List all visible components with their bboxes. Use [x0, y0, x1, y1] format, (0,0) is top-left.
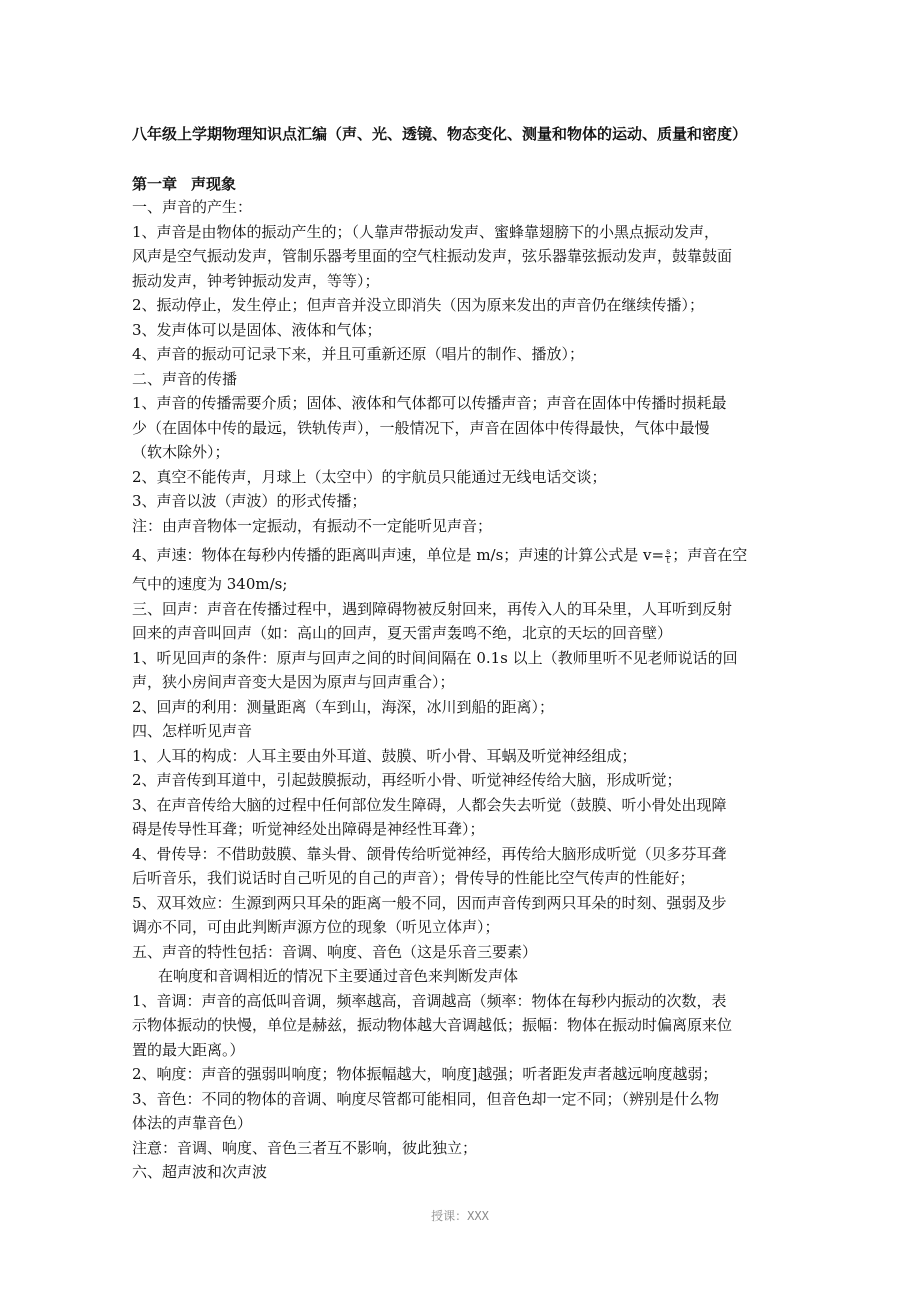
section-block-echo-hearing	[132, 572, 792, 964]
text-line: 2、振动停止，发生停止；但声音并没立即消失（因为原来发出的声音仍在继续传播）；	[132, 296, 705, 314]
text-line: 体法的声靠音色）	[132, 1114, 253, 1132]
text-line: 示物体振动的快慢，单位是赫兹，振动物体越大音调越低；振幅：物体在振动时偏离原来位	[132, 1016, 733, 1034]
text-line: 五、声音的特性包括：音调、响度、音色（这是乐音三要素）	[132, 942, 538, 961]
text-line: 4、声音的振动可记录下来，并且可重新还原（唱片的制作、播放）；	[132, 345, 585, 363]
text-line: 回来的声音叫回声（如：高山的回声，夏天雷声轰鸣不绝，北京的天坛的回音壁）	[132, 624, 673, 642]
text-line: 1、音调：声音的高低叫音调，频率越高，音调越高（频率：物体在每秒内振动的次数，表	[132, 991, 727, 1010]
fraction-denominator: t	[666, 555, 670, 565]
text-line: 碍是传导性耳聋；听觉神经处出障碍是神经性耳聋）；	[132, 820, 485, 838]
document-title: 八年级上学期物理知识点汇编（声、光、透镜、物态变化、测量和物体的运动、质量和密度）	[132, 125, 748, 143]
text-line: 3、声音以波（声波）的形式传播；	[132, 492, 367, 510]
text-line: 2、回声的利用：测量距离（车到山，海深，冰川到船的距离）；	[132, 697, 555, 716]
fraction-numerator: s	[666, 546, 671, 556]
text-line: 2、响度：声音的强弱叫响度；物体振幅越大，响度]越强；听者距发声者越远响度越弱；	[132, 1065, 718, 1083]
text-line: 六、超声波和次声波	[132, 1163, 268, 1181]
text-line: 5、双耳效应：生源到两只耳朵的距离一般不同，因而声音传到两只耳朵的时刻、强弱及步	[132, 893, 727, 912]
text-line: 置的最大距离。）	[132, 1040, 245, 1059]
text-line: 3、在声音传给大脑的过程中任何部位发生障碍，人都会失去听觉（鼓膜、听小骨处出现障	[132, 795, 727, 814]
indented-note: 在响度和音调相近的情况下主要通过音色来判断发声体	[158, 967, 519, 985]
text-line: 少（在固体中传的最远，铁轨传声），一般情况下，声音在固体中传得最快，气体中最慢	[132, 418, 710, 437]
section-block-sound-characteristics	[132, 989, 792, 1185]
chapter-number: 第一章	[132, 175, 178, 193]
text-line: 3、音色：不同的物体的音调、响度尽管都可能相同，但音色却一定不同；（辨别是什么物	[132, 1089, 720, 1108]
text-line: 1、听见回声的条件：原声与回声之间的时间间隔在 0.1s 以上（教师里听不见老师说话的回	[132, 648, 738, 667]
text-line: （软木除外）；	[132, 443, 230, 461]
page-footer: 授课：XXX	[431, 1209, 489, 1223]
text-line: 后听音乐，我们说话时自己听见的自己的声音）；骨传导的性能比空气传声的性能好；	[132, 869, 695, 887]
text-line: 4、骨传导：不借助鼓膜、靠头骨、颌骨传给听觉神经，再传给大脑形成听觉（贝多芬耳聋	[132, 844, 727, 863]
document-body	[132, 195, 792, 1185]
text-line: 3、发声体可以是固体、液体和气体；	[132, 320, 382, 339]
text-line: 二、声音的传播	[132, 369, 238, 388]
sound-speed-text-end: ；声音在空	[672, 546, 748, 564]
text-line: 一、声音的产生：	[132, 198, 253, 216]
text-line: 1、声音的传播需要介质；固体、液体和气体都可以传播声音；声音在固体中传播时损耗最	[132, 394, 727, 412]
text-line: 注：由声音物体一定振动，有振动不一定能听见声音；	[132, 516, 493, 535]
text-line: 1、声音是由物体的振动产生的；（人靠声带振动发声、蜜蜂靠翅膀下的小黑点振动发声，	[132, 222, 720, 241]
text-line: 调亦不同，可由此判断声源方位的现象（听见立体声）；	[132, 918, 500, 936]
text-line: 四、怎样听见声音	[132, 722, 253, 740]
sound-speed-line	[132, 538, 792, 572]
sound-speed-text: 4、声速：物体在每秒内传播的距离叫声速，单位是 m/s；声速的计算公式是 v=	[132, 546, 665, 564]
text-line: 三、回声：声音在传播过程中，遇到障碍物被反射回来，再传入人的耳朵里，人耳听到反射	[132, 599, 733, 618]
text-line: 声，狭小房间声音变大是因为原声与回声重合）；	[132, 673, 455, 691]
text-line: 振动发声，钟考钟振动发声，等等）；	[132, 271, 380, 290]
text-line: 气中的速度为 340m/s;	[132, 575, 288, 593]
text-line: 风声是空气振动发声，管制乐器考里面的空气柱振动发声，弦乐器靠弦振动发声，鼓靠鼓面	[132, 247, 733, 265]
text-line: 2、真空不能传声，月球上（太空中）的宇航员只能通过无线电话交谈；	[132, 467, 607, 486]
chapter-heading	[132, 172, 236, 196]
text-line: 2、声音传到耳道中，引起鼓膜振动，再经听小骨、听觉神经传给大脑，形成听觉；	[132, 771, 682, 789]
chapter-name: 声现象	[191, 175, 237, 193]
speed-formula-fraction	[665, 548, 671, 565]
section-block-sound-production	[132, 195, 792, 538]
text-line: 注意：音调、响度、音色三者互不影响，彼此独立；	[132, 1138, 478, 1157]
text-line: 1、人耳的构成：人耳主要由外耳道、鼓膜、听小骨、耳蜗及听觉神经组成；	[132, 746, 637, 765]
